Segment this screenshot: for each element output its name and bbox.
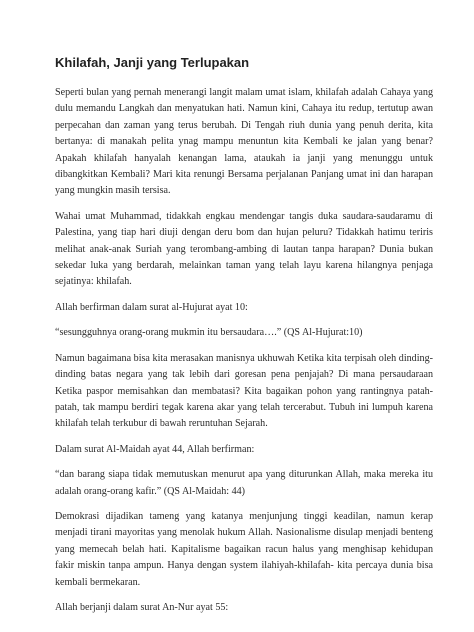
paragraph-palestina: Wahai umat Muhammad, tidakkah engkau mendengar tangis duka saudara-saudaramu di Palestina, yang tiap hari diuji dengan deru bom dan hujan peluru? Tidakkah hatimu teriris melihat anak-anak Suriah yang terombang-ambing di lautan tanpa harapan? Dunia bukan sekedar luka yang berdarah, melainkan taman yang telah layu karena hilangnya penjaga sejatinya: khilafah. <box>55 210 433 288</box>
quote-hujurat: “sesungguhnya orang-orang mukmin itu bersaudara….” (QS Al-Hujurat:10) <box>55 327 363 339</box>
paragraph-intro: Seperti bulan yang pernah menerangi langit malam umat islam, khilafah adalah Cahaya yang dulu memandu Langkah dan menyatukan hati. Namun kini, Cahaya itu redup, tertutup awan perpecahan dan zaman yang terus berubah. Di Tengah riuh dunia yang penuh derita, kita bertanya: di manakah pelita ynag mampu menuntun kita Kembali ke jalan yang benar? Apakah khilafah hanyalah kenangan lama, ataukah ia janji yang menunggu untuk dibangkitkan Kembali? Mari kita renungi Bersama perjalanan Panjang umat ini dan harapan yang mungkin masih tersisa. <box>55 87 433 197</box>
paragraph-annur-intro: Allah berjanji dalam surat An-Nur ayat 55: <box>55 601 229 613</box>
paragraph-hujurat-intro: Allah berfirman dalam surat al-Hujurat ayat 10: <box>55 301 248 313</box>
paragraph-ukhuwah: Namun bagaimana bisa kita merasakan manisnya ukhuwah Ketika kita terpisah oleh dinding-dinding batas negara yang tak lebih dari goresan pena penjajah? Di mana persaudaraan Ketika paspor memisahkan dan membatasi? Kita bagaikan pohon yang rantingnya patah-patah, tak mampu berdiri tegak karena akar yang telah tercerabut. Tubuh ini lumpuh karena khilafah telah terkubur di bawah reruntuhan Sejarah. <box>55 352 433 430</box>
document-title: Khilafah, Janji yang Terlupakan <box>55 55 250 70</box>
quote-maidah: “dan barang siapa tidak memutuskan menurut apa yang diturunkan Allah, maka mereka itu adalah orang-orang kafir.” (QS Al-Maidah: 44) <box>55 469 433 497</box>
paragraph-demokrasi: Demokrasi dijadikan tameng yang katanya menjunjung tinggi keadilan, namun kerap menjadi tirani mayoritas yang menolak hukum Allah. Nasionalisme disulap menjadi benteng yang memecah belah hati. Kapitalisme bagaikan racun halus yang menghisap kehidupan fakir miskin tanpa ampun. Hanya dengan system ilahiyah-khilafah- kita percaya dunia bisa kembali bermekaran. <box>55 510 433 588</box>
document-body <box>55 85 433 625</box>
paragraph-maidah-intro: Dalam surat Al-Maidah ayat 44, Allah berfirman: <box>55 443 255 455</box>
